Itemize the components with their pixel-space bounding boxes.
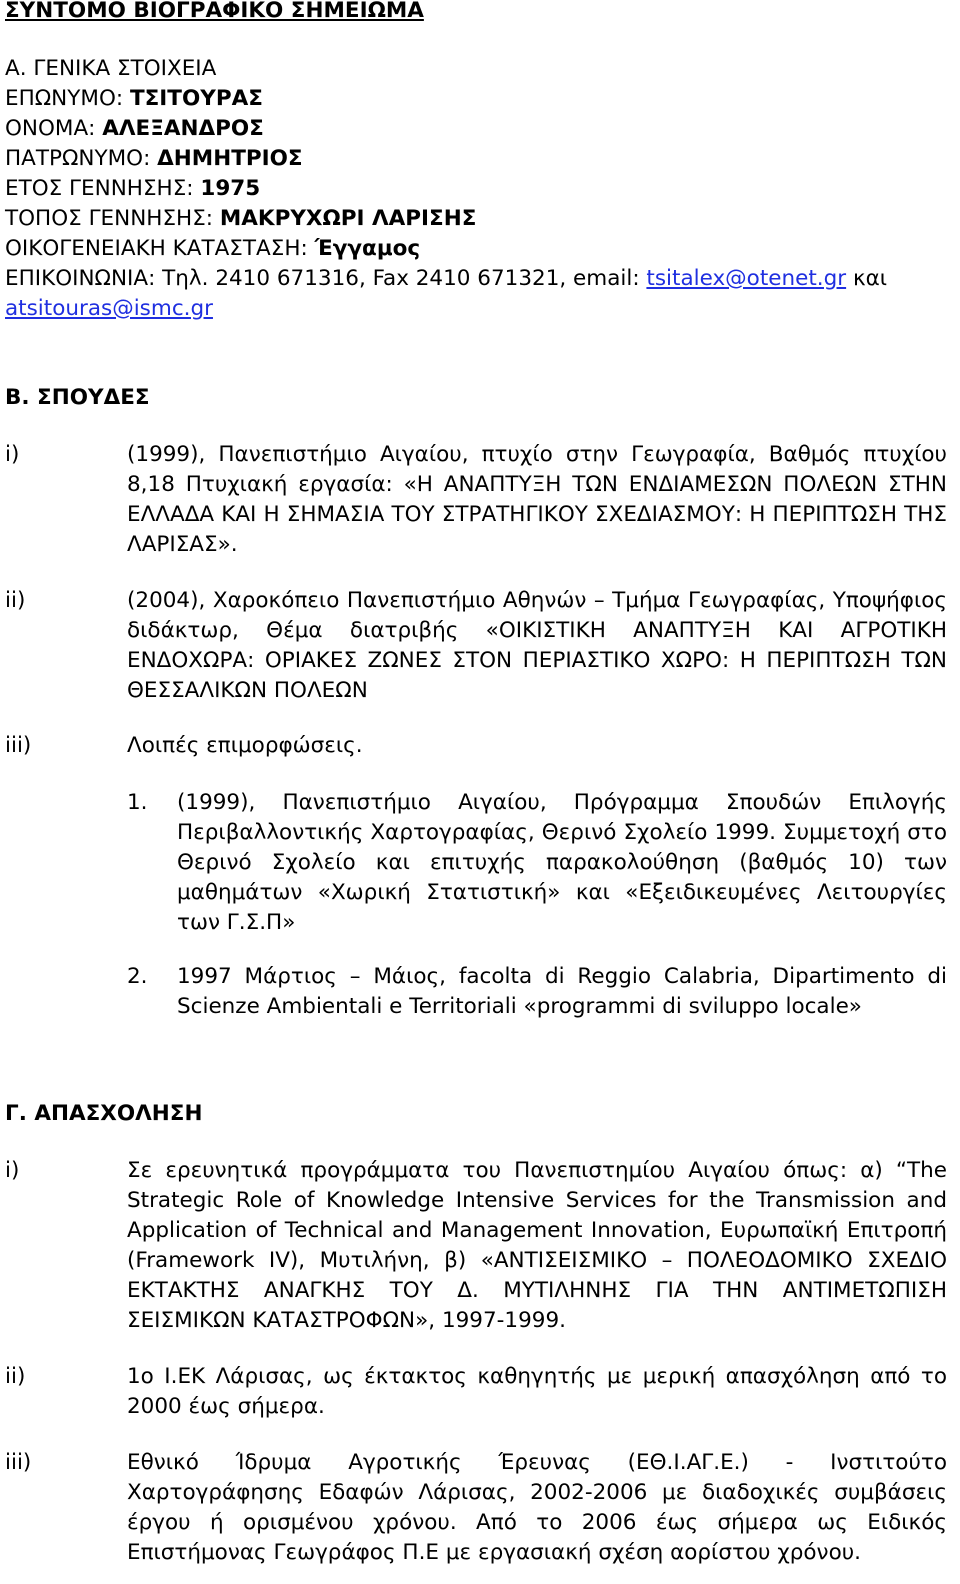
field-label: ΕΤΟΣ ΓΕΝΝΗΣΗΣ:: [5, 176, 201, 201]
section-b-heading: Β. ΣΠΟΥΔΕΣ: [5, 385, 150, 410]
contact-line: [5, 264, 887, 294]
email-link-otenet[interactable]: tsitalex@otenet.gr: [646, 266, 847, 291]
field-value: 1975: [200, 176, 261, 201]
field-label: ΤΟΠΟΣ ΓΕΝΝΗΣΗΣ:: [5, 206, 220, 231]
field-value: ΜΑΚΡΥΧΩΡΙ ΛΑΡΙΣΗΣ: [219, 206, 477, 231]
study-item-text: (1999), Πανεπιστήμιο Αιγαίου, πτυχίο στην Γεωγραφία, Βαθμός πτυχίου 8,18 Πτυχιακή εργασία: «Η ΑΝΑΠΤΥΞΗ ΤΩΝ ΕΝΔΙΑΜΕΣΩΝ ΠΟΛΕΩΝ ΣΤΗΝ ΕΛΛΑΔΑ ΚΑΙ Η ΣΗΜΑΣΙΑ ΤΟΥ ΣΤΡΑΤΗΓΙΚΟΥ ΣΧΕΔΙΑΣΜΟΥ: Η ΠΕΡΙΠΤΩΣΗ ΤΗΣ ΛΑΡΙΣΑΣ».: [127, 442, 947, 557]
sub-item-text: (1999), Πανεπιστήμιο Αιγαίου, Πρόγραμμα Σπουδών Επιλογής Περιβαλλοντικής Χαρτογραφίας, Θερινό Σχολείο 1999. Συμμετοχή στο Θερινό Σχολείο και επιτυχής παρακολούθηση (βαθμός 10) των μαθημάτων «Χωρική Στατιστική» και «Εξειδικευμένες Λειτουργίες των Γ.Σ.Π»: [177, 790, 947, 935]
employment-item-text: 1ο Ι.ΕΚ Λάρισας, ως έκτακτος καθηγητής με μερική απασχόληση από το 2000 έως σήμερα.: [127, 1364, 947, 1419]
section-c-heading: Γ. ΑΠΑΣΧΟΛΗΣΗ: [5, 1101, 203, 1126]
sub-item-text: 1997 Μάρτιος – Μάιος, facolta di Reggio Calabria, Dipartimento di Scienze Ambientali e Territoriali «programmi di sviluppo locale»: [177, 964, 947, 1019]
field-surname: [5, 84, 263, 114]
study-item-number: i): [5, 442, 20, 467]
field-value: ΑΛΕΞΑΝΔΡΟΣ: [102, 116, 264, 141]
contact-prefix: ΕΠΙΚΟΙΝΩΝΙΑ: Τηλ. 2410 671316, Fax 2410 671321, email:: [5, 266, 647, 291]
field-value: ΔΗΜΗΤΡΙΟΣ: [157, 146, 303, 171]
study-item-number: ii): [5, 588, 26, 613]
field-birth-place: [5, 204, 476, 234]
section-a-heading: Α. ΓΕΝΙΚΑ ΣΤΟΙΧΕΙΑ: [5, 56, 217, 81]
field-birth-year: [5, 174, 260, 204]
field-label: ΟΙΚΟΓΕΝΕΙΑΚΗ ΚΑΤΑΣΤΑΣΗ:: [5, 236, 315, 261]
contact-joiner: και: [846, 266, 888, 291]
page-title: ΣΥΝΤΟΜΟ ΒΙΟΓΡΑΦΙΚΟ ΣΗΜΕΙΩΜΑ: [5, 0, 424, 23]
sub-item-number: 1.: [127, 790, 148, 815]
study-item-text: (2004), Χαροκόπειο Πανεπιστήμιο Αθηνών – Τμήμα Γεωγραφίας, Υποψήφιος διδάκτωρ, Θέμα διατριβής «ΟΙΚΙΣΤΙΚΗ ΑΝΑΠΤΥΞΗ ΚΑΙ ΑΓΡΟΤΙΚΗ ΕΝΔΟΧΩΡΑ: ΟΡΙΑΚΕΣ ΖΩΝΕΣ ΣΤΟΝ ΠΕΡΙΑΣΤΙΚΟ ΧΩΡΟ: Η ΠΕΡΙΠΤΩΣΗ ΤΩΝ ΘΕΣΣΑΛΙΚΩΝ ΠΟΛΕΩΝ: [127, 588, 947, 703]
field-value: ΤΣΙΤΟΥΡΑΣ: [129, 86, 263, 111]
employment-item-number: iii): [5, 1450, 32, 1475]
field-value: Έγγαμος: [314, 236, 421, 261]
employment-item-number: i): [5, 1158, 20, 1183]
field-label: ΟΝΟΜΑ:: [5, 116, 103, 141]
employment-item-text: Εθνικό Ίδρυμα Αγροτικής Έρευνας (ΕΘ.Ι.ΑΓ.Ε.) - Ινστιτούτο Χαρτογράφησης Εδαφών Λάρισας, 2002-2006 με διαδοχικές συμβάσεις έργου ή ορισμένου χρόνου. Από το 2006 έως σήμερα ως Ειδικός Επιστήμονας Γεωγράφος Π.Ε με εργασιακή σχέση αορίστου χρόνου.: [127, 1450, 947, 1565]
field-label: ΕΠΩΝΥΜΟ:: [5, 86, 130, 111]
email-link-ismc[interactable]: atsitouras@ismc.gr: [5, 296, 213, 321]
field-marital-status: [5, 234, 420, 264]
study-item-number: iii): [5, 733, 32, 758]
employment-item-number: ii): [5, 1364, 26, 1389]
contact-line-2: [5, 294, 213, 324]
sub-item-number: 2.: [127, 964, 148, 989]
field-label: ΠΑΤΡΩΝΥΜΟ:: [5, 146, 158, 171]
employment-item-text: Σε ερευνητικά προγράμματα του Πανεπιστημίου Αιγαίου όπως: α) “The Strategic Role of Knowledge Intensive Services for the Transmission and Application of Technical and Management Innovation, Ευρωπαϊκή Επιτροπή (Framework IV), Μυτιλήνη, β) «ΑΝΤΙΣΕΙΣΜΙΚΟ – ΠΟΛΕΟΔΟΜΙΚΟ ΣΧΕΔΙΟ ΕΚΤΑΚΤΗΣ ΑΝΑΓΚΗΣ ΤΟΥ Δ. ΜΥΤΙΛΗΝΗΣ ΓΙΑ ΤΗΝ ΑΝΤΙΜΕΤΩΠΙΣΗ ΣΕΙΣΜΙΚΩΝ ΚΑΤΑΣΤΡΟΦΩΝ», 1997-1999.: [127, 1158, 947, 1333]
field-patronymic: [5, 144, 303, 174]
study-item-text: Λοιπές επιμορφώσεις.: [127, 733, 363, 758]
field-name: [5, 114, 264, 144]
